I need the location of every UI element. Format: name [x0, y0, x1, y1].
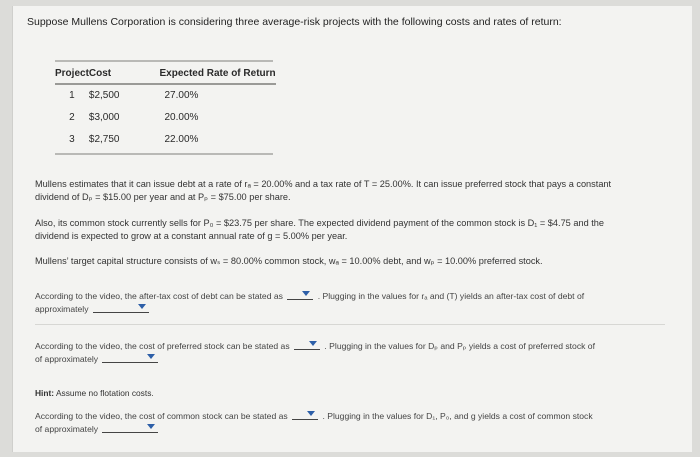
project-cost: $2,750 — [88, 134, 120, 145]
chevron-down-icon — [302, 291, 310, 296]
chevron-down-icon — [147, 424, 155, 429]
table-row — [55, 84, 276, 107]
project-cost: $2,500 — [88, 90, 120, 101]
preferred-question-line2: of approximately — [35, 354, 99, 364]
table-row — [55, 129, 276, 151]
hint-text — [35, 388, 154, 398]
header-project: Project — [55, 68, 89, 84]
chevron-down-icon — [147, 354, 155, 359]
hint-label: Hint: — [35, 388, 55, 398]
project-cost: $3,000 — [88, 112, 120, 123]
preferred-question-prefix: According to the video, the cost of preferred stock can be stated as — [35, 341, 290, 351]
preferred-question — [35, 340, 595, 366]
debt-question-line2: approximately — [35, 304, 89, 314]
table-row — [55, 107, 276, 129]
question-page — [12, 6, 692, 452]
debt-preferred-paragraph — [35, 178, 611, 204]
header-expected-return: Expected Rate of Return — [120, 68, 276, 84]
common-cost-dropdown[interactable] — [102, 423, 158, 433]
table-top-rule — [55, 60, 273, 62]
hint-body: Assume no flotation costs. — [55, 388, 154, 398]
common-question-suffix: . Plugging in the values for D₁, P₀, and g yields a cost of common stock — [322, 411, 593, 421]
project-number: 1 — [69, 90, 75, 101]
debt-question — [35, 290, 584, 316]
table-bottom-rule — [55, 153, 273, 155]
table-header-row — [55, 68, 276, 84]
common-question — [35, 410, 593, 436]
para1-line2: dividend of Dₚ = $15.00 per year and at Pₚ = $75.00 per share. — [35, 192, 291, 202]
chevron-down-icon — [309, 341, 317, 346]
para2-line1: Also, its common stock currently sells for P₀ = $23.75 per share. The expected dividend payment of the common stock is D₁ = $4.75 and the — [35, 218, 605, 228]
common-question-line2: of approximately — [35, 424, 99, 434]
common-stock-paragraph — [35, 217, 604, 243]
debt-question-suffix: . Plugging in the values for rₐ and (T) yields an after-tax cost of debt of — [317, 291, 585, 301]
debt-cost-dropdown[interactable] — [93, 303, 149, 313]
debt-formula-dropdown[interactable] — [287, 290, 313, 300]
common-question-prefix: According to the video, the cost of common stock can be stated as — [35, 411, 288, 421]
para1-line1: Mullens estimates that it can issue debt at a rate of rₐ = 20.00% and a tax rate of T = 25.00%. It can issue preferred stock that pays a constant — [35, 179, 612, 189]
project-number: 2 — [69, 112, 75, 123]
preferred-cost-dropdown[interactable] — [102, 353, 158, 363]
project-number: 3 — [69, 134, 75, 145]
debt-question-prefix: According to the video, the after-tax cost of debt can be stated as — [35, 291, 283, 301]
capital-structure-text: Mullens’ target capital structure consists of wₛ = 80.00% common stock, wₐ = 10.00% debt, and wₚ = 10.00% preferred stock. — [35, 256, 543, 266]
header-cost: Cost — [89, 68, 120, 84]
para2-line2: dividend is expected to grow at a constant annual rate of g = 5.00% per year. — [35, 231, 348, 241]
preferred-question-suffix: . Plugging in the values for Dₚ and Pₚ yields a cost of preferred stock of — [324, 341, 595, 351]
chevron-down-icon — [307, 411, 315, 416]
chevron-down-icon — [138, 304, 146, 309]
common-formula-dropdown[interactable] — [292, 410, 318, 420]
project-return: 20.00% — [164, 112, 199, 123]
intro-text: Suppose Mullens Corporation is considering three average-risk projects with the following costs and rates of return: — [27, 16, 562, 28]
project-return: 22.00% — [164, 134, 199, 145]
preferred-formula-dropdown[interactable] — [294, 340, 320, 350]
projects-table — [55, 60, 276, 155]
project-return: 27.00% — [164, 90, 199, 101]
section-divider — [35, 324, 665, 325]
